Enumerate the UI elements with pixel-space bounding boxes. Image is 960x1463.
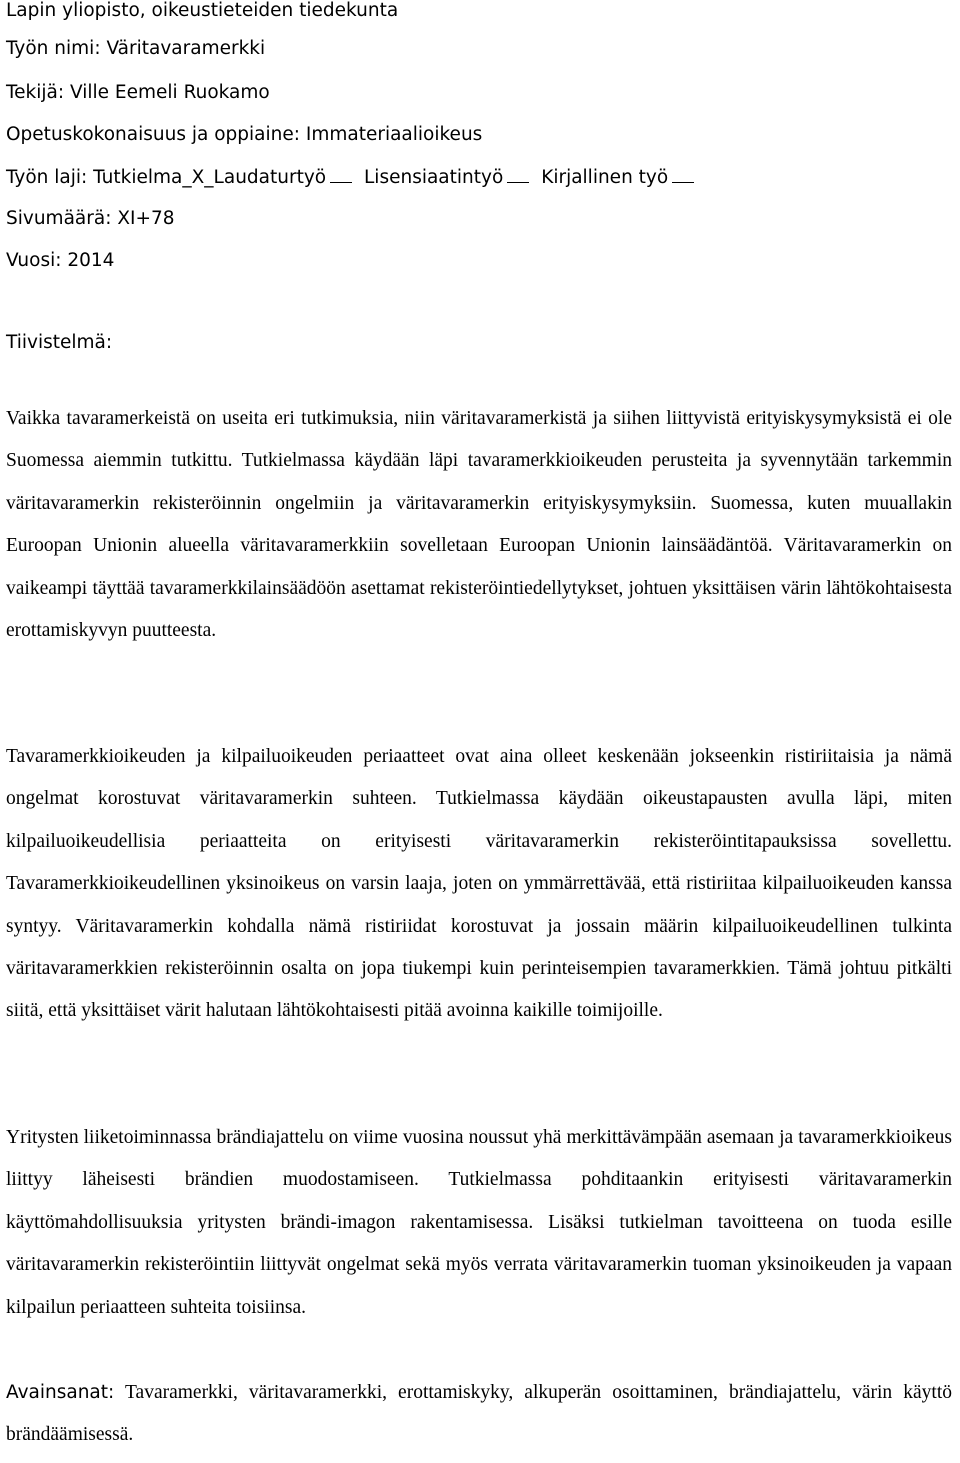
work-type-option-licentiate: Lisensiaatintyö	[364, 167, 504, 188]
keywords-label: Avainsanat:	[6, 1382, 115, 1403]
work-type-line	[6, 166, 694, 188]
year-line	[6, 250, 114, 272]
work-type-blank-3	[672, 166, 694, 183]
institution: Lapin yliopisto, oikeustieteiden tiedekunta	[6, 0, 399, 21]
year-label: Vuosi:	[6, 250, 62, 271]
work-title-line	[6, 38, 265, 60]
author-line	[6, 82, 270, 104]
abstract-paragraph-3: Yritysten liiketoiminnassa brändiajattelu on viime vuosina noussut yhä merkittävämpään asemaan ja tavaramerkkioikeus liittyy läheisesti brändien muodostamiseen. Tutkielmassa pohditaankin erityisesti väritavaramerkin käyttömahdollisuuksia yritysten brändi-imagon rakentamisessa. Lisäksi tutkielman tavoitteena on tuoda esille väritavaramerkin rekisteröintiin liittyvät ongelmat sekä myös verrata väritavaramerkin tuoman yksinoikeuden ja vapaan kilpailun periaatteen suhteita toisiinsa.	[6, 1127, 952, 1318]
author-value: Ville Eemeli Ruokamo	[70, 82, 270, 103]
author-label: Tekijä:	[6, 82, 65, 103]
year-value: 2014	[67, 250, 115, 271]
keywords-value: Tavaramerkki, väritavaramerkki, erottamiskyky, alkuperän osoittaminen, brändiajattelu, värin käyttö brändäämisessä.	[6, 1382, 952, 1446]
work-type-option-thesis: Tutkielma_X_Laudaturtyö	[93, 167, 327, 188]
subject-value: Immateriaalioikeus	[305, 124, 483, 145]
keywords-paragraph	[6, 1372, 952, 1457]
work-title-value: Väritavaramerkki	[106, 38, 266, 59]
abstract-heading: Tiivistelmä:	[6, 332, 113, 353]
page-count-line	[6, 208, 175, 230]
subject-line	[6, 124, 482, 146]
page-count-label: Sivumäärä:	[6, 208, 112, 229]
subject-label: Opetuskokonaisuus ja oppiaine:	[6, 124, 300, 145]
page-count-value: XI+78	[117, 208, 175, 229]
work-type-label: Työn laji:	[6, 167, 88, 188]
work-type-blank-2	[507, 166, 529, 183]
work-type-option-written: Kirjallinen työ	[541, 167, 669, 188]
abstract-paragraph-2: Tavaramerkkioikeuden ja kilpailuoikeuden periaatteet ovat aina olleet keskenään jokseenkin ristiriitaisia ja nämä ongelmat korostuvat väritavaramerkin suhteen. Tutkielmassa käydään oikeustapausten avulla läpi, miten kilpailuoikeudellisia periaatteita on erityisesti väritavaramerkin rekisteröintitapauksissa sovellettu. Tavaramerkkioikeudellinen yksinoikeus on varsin laaja, joten on ymmärrettävää, että ristiriitaa kilpailuoikeuden kanssa syntyy. Väritavaramerkin kohdalla nämä ristiriidat korostuvat ja jossain määrin kilpailuoikeudellinen tulkinta väritavaramerkkien rekisteröinnin osalta on jopa tiukempi kuin perinteisempien tavaramerkkien. Tämä johtuu pitkälti siitä, että yksittäiset värit halutaan lähtökohtaisesti pitää avoinna kaikille toimijoille.	[6, 746, 952, 1022]
work-title-label: Työn nimi:	[6, 38, 101, 59]
work-type-blank-1	[330, 166, 352, 183]
abstract-paragraph-1: Vaikka tavaramerkeistä on useita eri tutkimuksia, niin väritavaramerkistä ja siihen liittyvistä erityiskysymyksistä ei ole Suomessa aiemmin tutkittu. Tutkielmassa käydään läpi tavaramerkkioikeuden perusteita ja syvennytään tarkemmin väritavaramerkin rekisteröinnin ongelmiin ja väritavaramerkin erityiskysymyksiin. Suomessa, kuten muuallakin Euroopan Unionin alueella väritavaramerkkiin sovelletaan Euroopan Unionin lainsäädäntöä. Väritavaramerkin on vaikeampi täyttää tavaramerkkilainsäädöön asettamat rekisteröintiedellytykset, johtuen yksittäisen värin lähtökohtaisesta erottamiskyvyn puutteesta.	[6, 408, 952, 642]
